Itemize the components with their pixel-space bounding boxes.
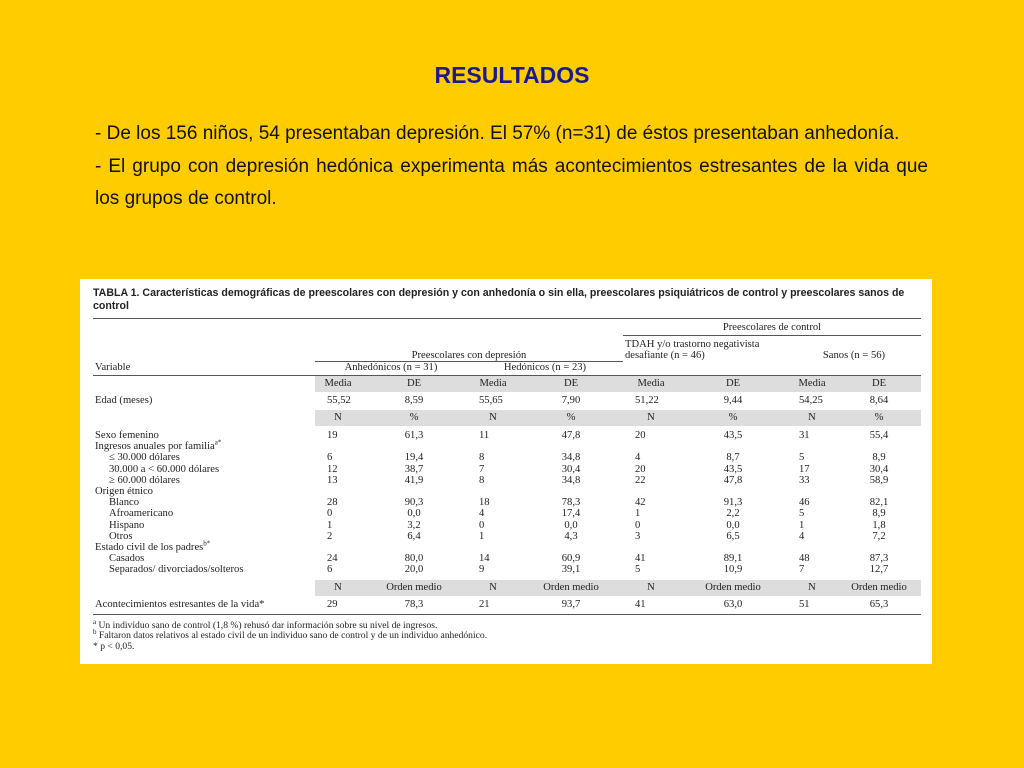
subheader-row (93, 580, 921, 596)
subheader-cell: Orden medio (361, 580, 467, 596)
table-cell: 55,65 (479, 395, 503, 407)
table-cell: 1 (327, 519, 333, 531)
table-cell: 63,0 (723, 598, 743, 610)
table-cell: 8,59 (404, 395, 424, 407)
table-cell: 0 (635, 519, 641, 531)
row-label: 30.000 a < 60.000 dólares (109, 463, 220, 475)
footnote: $^a$ Un individuo sano de control (1,8 %) rehusó dar información sobre su nivel de ingresos. (93, 617, 438, 631)
row-label: Casados (109, 553, 145, 565)
table-cell: 8,7 (726, 452, 740, 464)
table-cell: 18 (479, 497, 490, 509)
table-cell (519, 486, 623, 497)
row-label: Afroamericano (109, 508, 174, 520)
table-cell: 46 (799, 497, 810, 509)
table-cell: 41,9 (404, 474, 424, 486)
table-cell (837, 542, 921, 553)
table-row (93, 486, 921, 497)
table-cell: 55,4 (869, 429, 889, 441)
table-cell: 24 (327, 553, 338, 565)
table-cell: 17 (799, 463, 810, 475)
table-row (93, 564, 921, 575)
table-cell (787, 542, 837, 553)
table-cell: 7,90 (561, 395, 581, 407)
table-cell: 0,0 (407, 508, 421, 520)
depression-group-header: Preescolares con depresión (315, 336, 623, 362)
row-label: Ingresos anuales por familia$^{a*}$ (95, 438, 222, 453)
table-cell: 41 (635, 553, 646, 565)
table-cell: 10,9 (723, 564, 743, 576)
table-row (93, 596, 921, 615)
subheader-cell: N (623, 410, 679, 426)
table-row (93, 531, 921, 542)
table-cell: 8,9 (872, 452, 886, 464)
table-cell: 5 (799, 508, 805, 520)
table-cell (361, 486, 467, 497)
bullet-list (95, 118, 928, 216)
table-cell: 4 (635, 452, 641, 464)
table-cell: 12 (327, 463, 338, 475)
table-cell: 90,3 (404, 497, 424, 509)
table-cell: 42 (635, 497, 646, 509)
table-row (93, 392, 921, 410)
table-cell (623, 441, 679, 452)
footnote-mark: a* (214, 438, 222, 447)
table-cell: 20,0 (404, 564, 424, 576)
table-cell: 9 (479, 564, 485, 576)
control-group-header: Preescolares de control (623, 319, 921, 336)
table-cell: 6 (327, 452, 333, 464)
table-figure (80, 279, 932, 664)
table-cell: 21 (479, 598, 490, 610)
table-footnotes (93, 617, 920, 653)
table-cell: 34,8 (561, 474, 581, 486)
row-label: ≥ 60.000 dólares (109, 474, 180, 486)
table-cell: 3,2 (407, 519, 421, 531)
table-cell: 41 (635, 598, 646, 610)
subheader-cell: N (467, 580, 519, 596)
table-cell: 43,5 (723, 429, 743, 441)
table-cell: 4 (479, 508, 485, 520)
table-cell (519, 542, 623, 553)
table-row (93, 553, 921, 564)
table-cell: 33 (799, 474, 810, 486)
table-cell: 54,25 (799, 395, 823, 407)
table-cell (361, 542, 467, 553)
table-cell (787, 486, 837, 497)
subheader-cell: % (519, 410, 623, 426)
subheader-cell: DE (679, 375, 787, 392)
footnote: * p < 0,05. (93, 640, 135, 652)
table-cell: 6,4 (407, 530, 421, 542)
table-cell: 6 (327, 564, 333, 576)
footnote-mark: b* (203, 539, 211, 548)
table-cell: 93,7 (561, 598, 581, 610)
table-cell: 4 (799, 530, 805, 542)
row-label: Sexo femenino (95, 429, 159, 441)
subheader-cell: Orden medio (519, 580, 623, 596)
table-cell: 60,9 (561, 553, 581, 565)
table-cell (679, 486, 787, 497)
row-label: Estado civil de los padres$^{b*}$ (95, 539, 211, 553)
table-cell: 30,4 (561, 463, 581, 475)
table-cell: 47,8 (723, 474, 743, 486)
subheader-cell: N (315, 580, 361, 596)
table-row (93, 452, 921, 463)
row-label: Acontecimientos estresantes de la vida* (95, 598, 265, 610)
row-label: Otros (109, 530, 133, 542)
table-cell: 11 (479, 429, 490, 441)
table-cell: 80,0 (404, 553, 424, 565)
table-cell: 38,7 (404, 463, 424, 475)
table-cell (315, 441, 361, 452)
table-cell: 20 (635, 463, 646, 475)
table-cell: 0 (327, 508, 333, 520)
subheader-cell: Media (623, 375, 679, 392)
col1-header: Anhedónicos (n = 31) (344, 361, 438, 373)
subheader-cell: DE (837, 375, 921, 392)
table-cell: 0,0 (564, 519, 578, 531)
table-cell: 87,3 (869, 553, 889, 565)
table-cell (467, 542, 519, 553)
subheader-cell: Media (315, 375, 361, 392)
subheader-cell: N (315, 410, 361, 426)
table-row (93, 508, 921, 519)
table-cell (315, 486, 361, 497)
table-cell: 19,4 (404, 452, 424, 464)
table-cell: 39,1 (561, 564, 581, 576)
table-cell (623, 486, 679, 497)
table-cell: 14 (479, 553, 490, 565)
table-row (93, 542, 921, 553)
table-cell: 47,8 (561, 429, 581, 441)
table-row (93, 464, 921, 475)
table-cell: 28 (327, 497, 338, 509)
table-cell: 8,64 (869, 395, 889, 407)
table-cell: 7 (799, 564, 805, 576)
subheader-cell: N (623, 580, 679, 596)
table-cell: 9,44 (723, 395, 743, 407)
table-cell: 12,7 (869, 564, 889, 576)
subheader-cell: Orden medio (837, 580, 921, 596)
table-cell: 1 (635, 508, 641, 520)
demographics-table (93, 318, 921, 615)
table-cell (787, 441, 837, 452)
footnote: $^b$ Faltaron datos relativos al estado civil de un individuo sano de control y de un individuo anhedónico. (93, 627, 488, 642)
table-cell: 22 (635, 474, 646, 486)
table-cell: 61,3 (404, 429, 424, 441)
table-cell: 0 (479, 519, 485, 531)
table-cell: 91,3 (723, 497, 743, 509)
table-cell (837, 486, 921, 497)
bullet-item: - El grupo con depresión hedónica experimenta más acontecimientos estresantes de la vida que los grupos de control. (95, 155, 928, 209)
subheader-cell: DE (361, 375, 467, 392)
subheader-cell: N (787, 580, 837, 596)
row-label: Origen étnico (95, 485, 153, 497)
variable-header: Variable (95, 361, 131, 373)
row-label: Edad (meses) (95, 395, 153, 407)
table-cell: 55,52 (327, 395, 351, 407)
subheader-cell: Media (787, 375, 837, 392)
table-cell: 6,5 (726, 530, 740, 542)
table-cell: 2 (327, 530, 333, 542)
table-cell: 8 (479, 474, 485, 486)
table-cell: 43,5 (723, 463, 743, 475)
table-cell: 8 (479, 452, 485, 464)
table-cell: 65,3 (869, 598, 889, 610)
table-cell: 13 (327, 474, 338, 486)
subheader-cell: DE (519, 375, 623, 392)
table-cell: 51,22 (635, 395, 659, 407)
table-caption: TABLA 1. Características demográficas de preescolares con depresión y con anhedonía o sin ella, preescolares psiquiátricos de control y preescolares sanos de control (93, 287, 905, 312)
table-cell (837, 441, 921, 452)
table-cell: 29 (327, 598, 338, 610)
table-cell (361, 441, 467, 452)
table-cell: 48 (799, 553, 810, 565)
table-row (93, 520, 921, 531)
row-label: Hispano (109, 519, 145, 531)
table-cell: 7 (479, 463, 485, 475)
table-cell: 4,3 (564, 530, 578, 542)
subheader-cell: N (467, 410, 519, 426)
table-cell: 5 (635, 564, 641, 576)
table-cell: 78,3 (561, 497, 581, 509)
table-cell: 1,8 (872, 519, 886, 531)
table-cell: 0,0 (726, 519, 740, 531)
table-cell: 19 (327, 429, 338, 441)
subheader-cell: Orden medio (679, 580, 787, 596)
subheader-cell: % (679, 410, 787, 426)
table-cell: 1 (479, 530, 485, 542)
subheader-row (93, 375, 921, 392)
table-cell: 20 (635, 429, 646, 441)
table-cell: 51 (799, 598, 810, 610)
table-cell: 34,8 (561, 452, 581, 464)
table-cell (467, 486, 519, 497)
table-cell: 30,4 (869, 463, 889, 475)
table-row (93, 497, 921, 508)
table-row (93, 441, 921, 452)
table-cell: 7,2 (872, 530, 886, 542)
bullet-item: - De los 156 niños, 54 presentaban depresión. El 57% (n=31) de éstos presentaban anhedonía. (95, 123, 900, 144)
table-cell (315, 542, 361, 553)
table-cell (679, 542, 787, 553)
col2-header: Hedónicos (n = 23) (503, 361, 587, 373)
table-cell: 8,9 (872, 508, 886, 520)
table-cell: 58,9 (869, 474, 889, 486)
table-cell (623, 542, 679, 553)
table-cell: 2,2 (726, 508, 740, 520)
subheader-cell: Media (467, 375, 519, 392)
col4-header: Sanos (n = 56) (822, 350, 886, 361)
table-cell: 5 (799, 452, 805, 464)
row-label: Blanco (109, 497, 140, 509)
table-cell (679, 441, 787, 452)
table-cell (467, 441, 519, 452)
subheader-row (93, 410, 921, 426)
subheader-cell: % (361, 410, 467, 426)
row-label: ≤ 30.000 dólares (109, 452, 180, 464)
table-cell: 17,4 (561, 508, 581, 520)
row-label: Separados/ divorciados/solteros (109, 564, 244, 576)
table-cell: 1 (799, 519, 805, 531)
subheader-cell: N (787, 410, 837, 426)
col3-header: TDAH y/o trastorno negativista desafiante (n = 46) (625, 339, 760, 362)
slide-title: RESULTADOS (434, 62, 590, 88)
table-cell: 82,1 (869, 497, 889, 509)
subheader-cell: % (837, 410, 921, 426)
table-cell: 89,1 (723, 553, 743, 565)
table-cell (519, 441, 623, 452)
table-row (93, 475, 921, 486)
table-cell: 31 (799, 429, 810, 441)
table-cell: 78,3 (404, 598, 424, 610)
table-cell: 3 (635, 530, 641, 542)
